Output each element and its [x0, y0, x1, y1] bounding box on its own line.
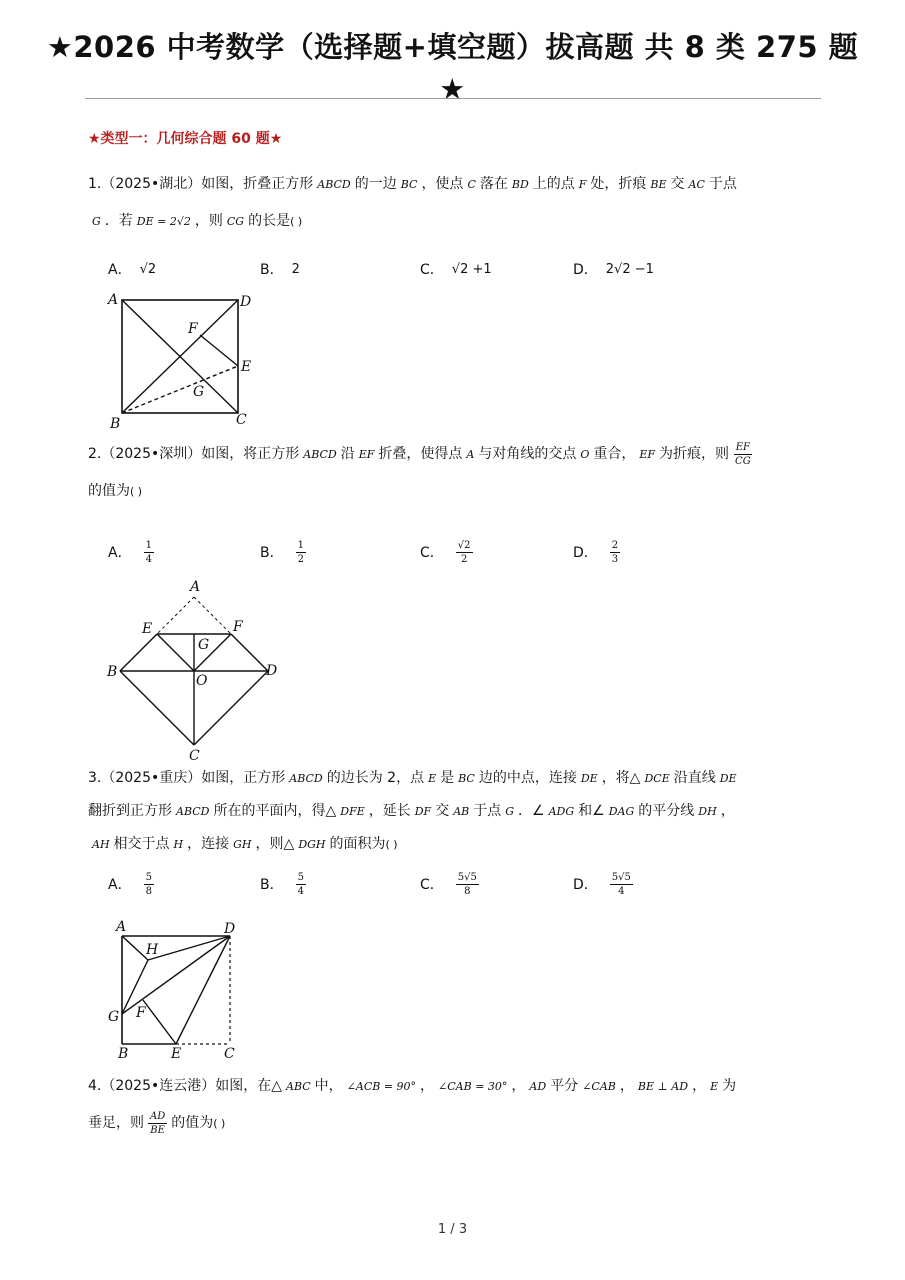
fraction-ef-cg: $\frac{EF}{CG}$	[735, 441, 751, 467]
label-f: F	[188, 321, 198, 337]
option-a[interactable]: A． $\frac{5}{8}$	[108, 871, 152, 897]
label-a: A	[116, 919, 127, 935]
title-divider	[85, 98, 821, 99]
label-e: E	[241, 359, 252, 375]
option-a[interactable]: A． √2	[108, 261, 157, 278]
label-e: E	[171, 1046, 182, 1062]
label-g: G	[198, 637, 210, 653]
figure-2	[100, 575, 290, 769]
label-c: C	[189, 748, 200, 764]
question-1-options	[108, 249, 808, 289]
label-b: B	[107, 664, 118, 680]
page-number: 1 / 3	[437, 1222, 468, 1237]
option-b[interactable]: B． 2	[260, 261, 300, 278]
figure-3	[100, 913, 260, 1067]
figure-1-diagram	[100, 288, 270, 434]
label-o: O	[196, 673, 208, 689]
label-d: D	[240, 294, 252, 310]
figure-1	[100, 288, 270, 438]
title-line-2: ★	[439, 72, 466, 106]
section-heading: ★类型一：几何综合题 60 题★	[88, 131, 283, 147]
title-line-1: ★2026 中考数学（选择题+填空题）拔高题 共 8 类 275 题	[46, 30, 859, 64]
question-3-options	[108, 864, 808, 904]
option-d[interactable]: D． 2√2 −1	[573, 261, 654, 278]
label-h: H	[146, 942, 159, 958]
label-f: F	[136, 1005, 146, 1021]
question-2-options	[108, 532, 808, 572]
label-g: G	[193, 384, 205, 400]
option-c[interactable]: C． √2 +1	[420, 261, 492, 278]
fraction-ad-be: $\frac{AD}{BE}$	[150, 1110, 166, 1136]
label-c: C	[224, 1046, 235, 1062]
option-b[interactable]: B． $\frac{1}{2}$	[260, 539, 304, 565]
question-2: 2.（2025•深圳）如图，将正方形 ABCD 沿 EF 折叠，使得点 A 与对角线的交点 O 重合， EF 为折痕，则 $\frac{EF}{CG}$ 的值为( )	[88, 441, 751, 499]
label-b: B	[110, 416, 121, 432]
option-d[interactable]: D． $\frac{5√5}{4}$	[573, 871, 631, 897]
label-e: E	[142, 621, 153, 637]
option-d[interactable]: D． $\frac{2}{3}$	[573, 539, 619, 565]
question-4: 4.（2025•连云港）如图，在△ ABC 中， ∠ACB = 90° ， ∠CAB = 30° ， AD 平分 ∠CAB ， BE ⊥ AD ， E 为 垂足，则 $\frac{AD}{BE}$ 的值为( )	[88, 1078, 737, 1136]
question-1: 1.（2025•湖北）如图，折叠正方形 ABCD 的一边 BC ，使点 C 落在 BD 上的点 F 处，折痕 BE 交 AC 于点 G ．若 DE = 2√2 ，则 CG 的长是( )	[88, 176, 737, 229]
option-c[interactable]: C． $\frac{√2}{2}$	[420, 539, 471, 565]
question-3: 3.（2025•重庆）如图，正方形 ABCD 的边长为 2，点 E 是 BC 边的中点，连接 DE ，将△ DCE 沿直线 DE 翻折到正方形 ABCD 所在的平面内，得△ DFE ，延长 DF 交 AB 于点 G ．∠ ADG 和∠ DAG 的平分线 DH ， AH 相交于点 H ，连接 GH ，则△ DGH 的面积为( )	[88, 770, 737, 852]
label-a: A	[190, 579, 201, 595]
option-c[interactable]: C． $\frac{5√5}{8}$	[420, 871, 477, 897]
figure-2-diagram	[100, 575, 290, 765]
label-b: B	[118, 1046, 129, 1062]
option-a[interactable]: A． $\frac{1}{4}$	[108, 539, 152, 565]
label-d: D	[224, 921, 236, 937]
label-a: A	[108, 292, 119, 308]
figure-3-diagram	[100, 913, 260, 1063]
label-f: F	[233, 619, 243, 635]
option-b[interactable]: B． $\frac{5}{4}$	[260, 871, 304, 897]
label-c: C	[236, 412, 247, 428]
label-g: G	[108, 1009, 120, 1025]
label-d: D	[266, 663, 278, 679]
